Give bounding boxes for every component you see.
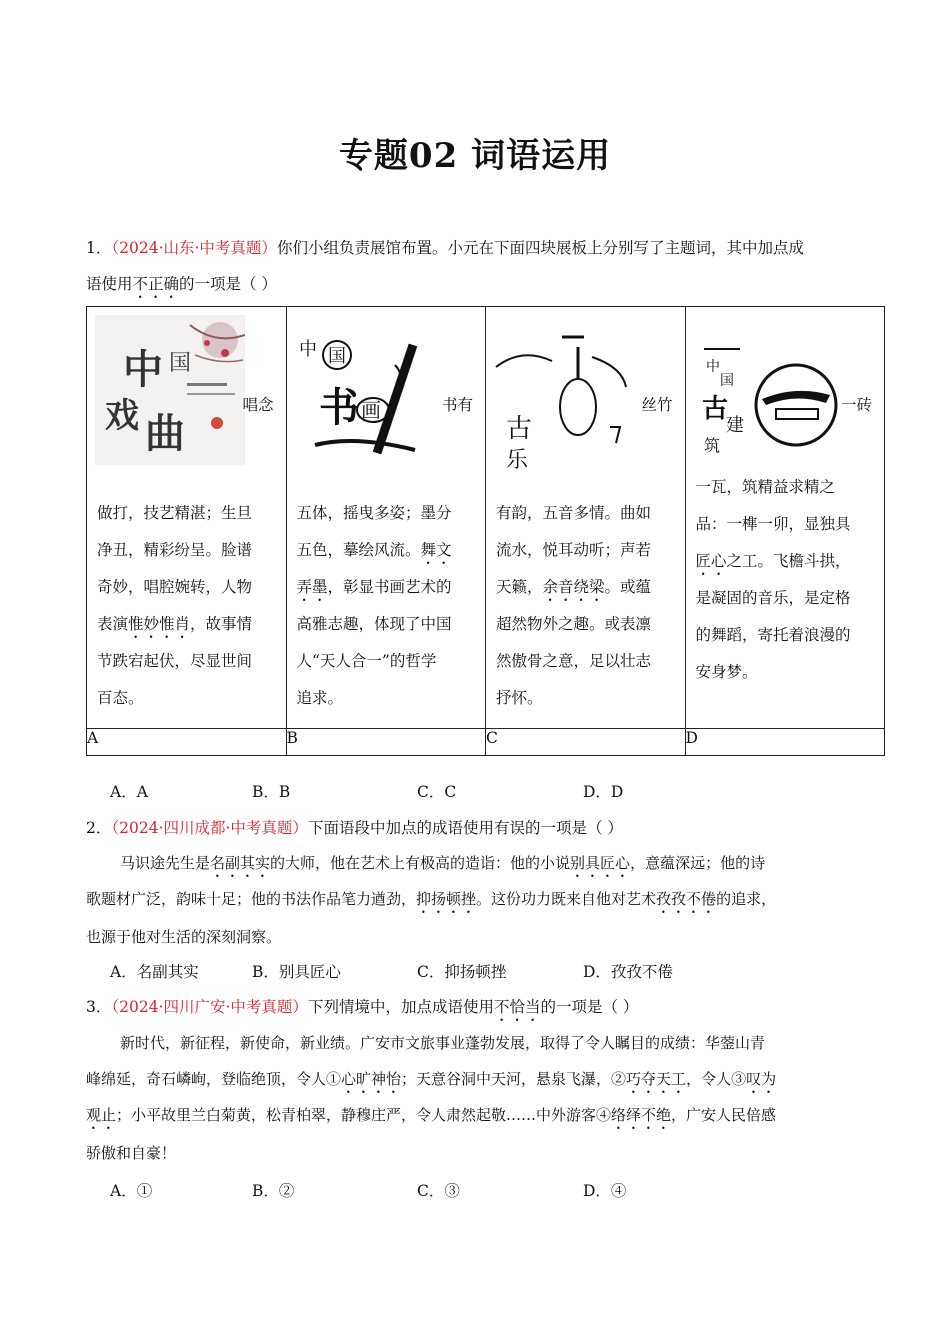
music-char-2: 乐 (506, 448, 529, 473)
board-c-text: 有韵，五音多情。曲如 流水，悦耳动听；声若 天籁，余音绕梁。或蕴 超然物外之趣。或表凛 然傲骨之意，足以壮志 抒怀。 (496, 504, 652, 707)
q1-number: 1． (86, 239, 112, 257)
q2-option-c[interactable]: C．抑扬顿挫 (417, 963, 507, 981)
board-d-image (686, 307, 885, 487)
q1-source: （2024·山东·中考真题） (111, 239, 277, 257)
q1-display-board-table (86, 306, 885, 756)
q1-option-a[interactable]: A．A (110, 783, 148, 801)
calli-char-3: 书 (318, 384, 359, 431)
arch-char-2: 国 (719, 373, 734, 389)
q2-idiom-1: 名副其实 (210, 854, 271, 872)
arch-char-3: 古 (701, 394, 728, 424)
board-a-image (87, 307, 286, 487)
idiom-d: 匠心 (695, 552, 727, 570)
board-a-label: 唱念 (242, 396, 274, 414)
board-b-image (287, 307, 486, 487)
q3-idiom-4: 络绎不绝 (611, 1106, 672, 1124)
board-d-label: 一砖 (840, 396, 872, 414)
board-a (87, 307, 287, 729)
q2-idiom-3: 抑扬顿挫 (416, 890, 477, 908)
board-b (286, 307, 486, 729)
q3-idiom-1: 心旷神怡 (341, 1070, 402, 1088)
q3-passage-line4: 骄傲和自豪！ (86, 1144, 177, 1162)
q2-option-a[interactable]: A．名副其实 (110, 963, 199, 981)
calli-char-2: 国 (327, 346, 346, 367)
board-b-text: 五体，摇曳多姿；墨分 五色，摹绘风流。舞文 弄墨，彰显书画艺术的 高雅志趣，体现了中国 人“天人合一”的哲学 追求。 (296, 504, 452, 707)
q3-stem: 3．（2024·四川广安·中考真题）下列情境中，加点成语使用不恰当的一项是（ ） (86, 998, 639, 1016)
q1-option-d[interactable]: D．D (583, 783, 624, 801)
board-letter-b: B (286, 729, 486, 756)
chinese-opera-poster-icon (95, 315, 245, 465)
music-char-1: 古 (506, 414, 533, 444)
q2-idiom-2: 别具匠心 (570, 854, 631, 872)
idiom-b-part1: 舞文 (420, 541, 452, 559)
calli-char-4: 画 (360, 398, 381, 422)
ancient-architecture-icon (700, 335, 840, 465)
q2-number: 2． (86, 819, 112, 837)
q3-idiom-3b: 观止 (86, 1106, 117, 1124)
q2-option-b[interactable]: B．别具匠心 (252, 963, 341, 981)
arch-char-4: 建 (725, 415, 744, 436)
q2-passage-line1: 马识途先生是名副其实的大师，他在艺术上有极高的造诣：他的小说别具匠心，意蕴深远；他的诗 (120, 854, 766, 872)
board-c-image (486, 307, 685, 487)
q3-number: 3． (86, 998, 112, 1016)
arch-char-5: 筑 (703, 436, 720, 455)
poster-char-3: 戏 (105, 396, 139, 436)
poster-char-1: 中 (123, 346, 163, 393)
q1-option-b[interactable]: B．B (252, 783, 291, 801)
q2-passage-line2: 歌题材广泛，韵味十足；他的书法作品笔力遒劲，抑扬顿挫。这份功力既来自他对艺术孜孜不倦的追求， (86, 890, 777, 908)
board-b-label: 书有 (441, 396, 473, 414)
board-letter-a: A (87, 729, 287, 756)
board-d (685, 307, 885, 729)
q3-emphasis: 不恰当 (493, 998, 541, 1016)
idiom-b-part2: 弄墨 (296, 578, 328, 596)
q3-idiom-3a: 叹为 (746, 1070, 777, 1088)
q2-stem: 2．（2024·四川成都·中考真题）下面语段中加点的成语使用有误的一项是（ ） (86, 819, 623, 837)
q3-option-b[interactable]: B．② (252, 1182, 295, 1200)
q1-emphasis: 不正确 (132, 275, 180, 293)
board-letter-c: C (486, 729, 686, 756)
board-d-text: 一瓦，筑精益求精之 品：一榫一卯，显独具 匠心之工。飞檐斗拱， 是凝固的音乐，是定格 的舞蹈，寄托着浪漫的 安身梦。 (695, 478, 851, 681)
q1-option-c[interactable]: C．C (417, 783, 457, 801)
q3-passage-line2: 峰绵延，奇石嶙峋，登临绝顶，令人①心旷神怡；天意谷洞中天河，悬泉飞瀑，②巧夺天工，令人③叹为 (86, 1070, 777, 1088)
arch-char-1: 中 (705, 359, 720, 375)
poster-char-4: 曲 (145, 410, 185, 457)
idiom-a: 惟妙惟肖 (128, 615, 191, 633)
q2-idiom-4: 孜孜不倦 (656, 890, 717, 908)
calli-char-1: 中 (298, 339, 317, 360)
board-a-text: 做打，技艺精湛；生旦 净丑，精彩纷呈。脸谱 奇妙，唱腔婉转，人物 表演惟妙惟肖，故事情 节跌宕起伏，尽显世间 百态。 (97, 504, 253, 707)
board-letter-d: D (685, 729, 885, 756)
q2-option-d[interactable]: D．孜孜不倦 (583, 963, 673, 981)
q3-option-c[interactable]: C．③ (417, 1182, 460, 1200)
q3-option-d[interactable]: D．④ (583, 1182, 627, 1200)
q3-option-a[interactable]: A．① (110, 1182, 153, 1200)
q3-passage-line3: 观止；小平故里兰白菊黄，松青柏翠，静穆庄严，令人肃然起敬……中外游客④络绎不绝，广安人民倍感 (86, 1106, 777, 1124)
q3-source: （2024·四川广安·中考真题） (111, 998, 308, 1016)
idiom-c: 余音绕梁 (542, 578, 605, 596)
ancient-music-pipa-icon (492, 327, 632, 477)
q1-stem-line2: 语使用不正确的一项是（ ） (86, 275, 277, 293)
board-c (486, 307, 686, 729)
q2-source: （2024·四川成都·中考真题） (111, 819, 308, 837)
board-c-label: 丝竹 (641, 396, 673, 414)
page-title: 专题02 词语运用 (338, 136, 612, 176)
q1-stem: 你们小组负责展馆布置。小元在下面四块展板上分别写了主题词，其中加点成 (276, 239, 804, 257)
q3-idiom-2: 巧夺天工 (626, 1070, 687, 1088)
calligraphy-painting-icon (295, 325, 435, 475)
poster-char-2: 国 (169, 351, 192, 376)
q1-stem-line1 (86, 236, 804, 258)
q3-passage-line1: 新时代，新征程，新使命，新业绩。广安市文旅事业蓬勃发展，取得了令人瞩目的成绩：华蓥山青 (120, 1034, 766, 1052)
q2-passage-line3: 也源于他对生活的深刻洞察。 (86, 928, 282, 946)
